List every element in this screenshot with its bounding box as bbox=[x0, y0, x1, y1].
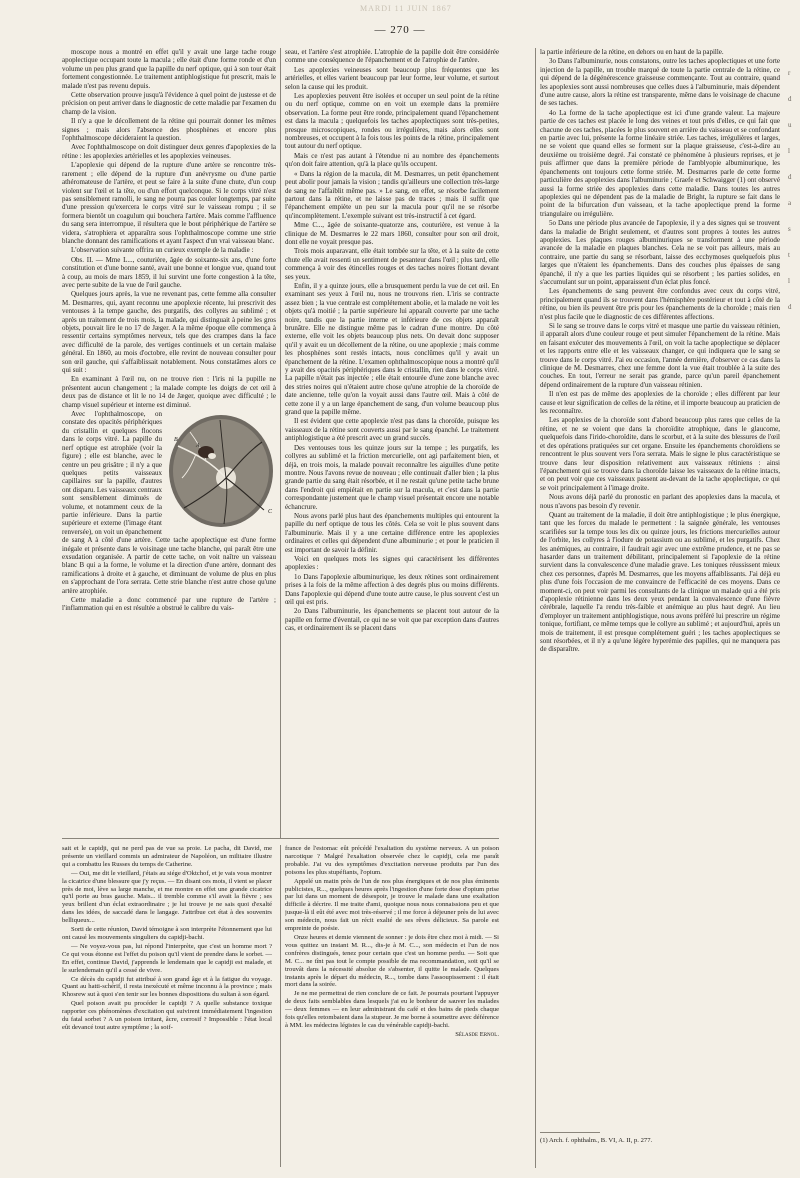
paragraph: moscope nous a montré en effet qu'il y avait une large tache rouge apoplectique occupant toute la macula ; elle était d'une forme ronde et d'un volume un peu plus grand que la papille du nerf optique, qui à son tour était fortement congestionnée. Le traitement antiphlogistique fut prescrit, mais le malade n'est pas revenu depuis. bbox=[62, 48, 276, 90]
paragraph: Cette observation prouve jusqu'à l'évidence à quel point de justesse et de précision on peut arriver dans le diagnostic de cette maladie par l'examen du champ de la vision. bbox=[62, 91, 276, 116]
paragraph: Les épanchements de sang peuvent être confondus avec ceux du corps vitré, principalement quand ils se trouvent dans l'hémisphère postérieur et tout à côté de la rétine, ou bien ils peuvent être pris pour les épanchements de la choroïde ; mais rien n'est plus facile que le diagnostic de ces différentes affections. bbox=[540, 287, 780, 321]
paragraph: Voici en quelques mots les signes qui caractérisent les différentes apoplexies : bbox=[285, 554, 499, 572]
paragraph: Les apoplexies peuvent être isolées et occuper un seul point de la rétine ou du nerf optique, comme on en voit un exemple dans la première observation. La forme peut être ronde, principalement quand l'épanchement est dans la macula ; quelquefois les taches apoplectiques sont très-petites, presque microscopiques, rondes ou irrégulières, mais alors elles sont nombreuses, et occupent à la fois tous les points de la rétine, principalement tout autour du nerf optique. bbox=[285, 92, 499, 151]
paragraph: Quel poison avait pu procéder le capidji ? A quelle substance toxique rapporter ces phénomènes d'excitation qui suivirent immédiatement l'ingestion du fatal sorbet ? A un poison irritant, âcre, corrosif ? Impossible : l'état local eût devancé tout autre symptôme ; la soif- bbox=[62, 1000, 272, 1031]
paragraph: Onze heures et demie viennent de sonner : je dois être chez moi à midi. — Si vous quittez un instant M. R..., dis-je à M. C..., son médecin et l'un de nos confrères distingués, tenez pour certain que c'est un homme perdu. — Soit que M. C... ne tînt pas tout le compte possible de ma recommandation, soit qu'il se trouvât dans la nécessité absolue de s'absenter, il quitte le malade. Quelques instants après le départ du médecin, R..., tombe dans l'assoupissement : il était mort dans la soirée. bbox=[285, 933, 499, 989]
paragraph: Mme C..., âgée de soixante-quatorze ans, couturière, est venue à la clinique de M. Desmarres le 22 mars 1860, consulter pour son œil droit, dont elle ne voyait presque pas. bbox=[285, 221, 499, 246]
figure-label-c: C bbox=[268, 509, 273, 516]
paragraph: 1o Dans l'apoplexie albuminurique, les deux rétines sont ordinairement prises à la fois de la même affection à des degrés plus ou moins différents. Dans l'apoplexie qui dépend d'une toute autre cause, le plus souvent c'est un œil qui est pris. bbox=[285, 572, 499, 606]
paragraph: Nous avons parlé plus haut des épanchements multiples qui entourent la papille du nerf optique de tous les côtés. Cela se voit le plus souvent dans l'albuminurie. Mais il y a une certaine différence entre les apoplexies ordinaires et celles qui dépendent d'une albuminurie ; et pour le praticien il est important de savoir la définir. bbox=[285, 511, 499, 554]
edge-mark: u bbox=[788, 121, 792, 129]
page-edge-marks bbox=[788, 60, 798, 320]
column-rule bbox=[280, 845, 281, 1167]
paragraph: sait et le capidji, qui ne perd pas de vue sa proie. Le pacha, dit David, me présente un vieillard commis un admirateur de Napoléon, un militaire illustre qui a combattu les Russes du temps de Catherine. bbox=[62, 845, 272, 868]
paragraph: Les apoplexies veineuses sont beaucoup plus fréquentes que les artérielles, et elles varient beaucoup par leur forme, leur volume, et surtout selon la cause qui les produit. bbox=[285, 65, 499, 91]
page-number: — 270 — bbox=[374, 24, 426, 36]
fundus-figure bbox=[166, 412, 276, 530]
paragraph: 3o Dans l'albuminurie, nous constatons, outre les taches apoplectiques et une forte injection de la papille, un trouble marqué de toute la partie centrale de la rétine, ce qui dépend de la dégénérescence graisseuse commençante. Tout au contraire, quand les apoplexies sont aussi nombreuses que celles dues à l'albuminurie, mais dépendent d'une autre cause, alors la rétine est transparente, même dans le voisinage de chacune de ses taches. bbox=[540, 57, 780, 108]
paragraph: Avec l'ophthalmoscope on doit distinguer deux genres d'apoplexies de la rétine : les apoplexies artérielles et les apoplexies veineuses. bbox=[62, 143, 276, 160]
edge-mark: d bbox=[788, 303, 792, 311]
paragraph: Il n'y a que le décollement de la rétine qui pourrait donner les mêmes signes ; mais alors l'absence des phosphènes et encore plus l'ophthalmoscope décideraient la question. bbox=[62, 117, 276, 143]
article-column-3 bbox=[540, 48, 780, 1128]
edge-mark: l bbox=[788, 147, 790, 155]
paragraph: Ce décès du capidji fut attribué à son grand âge et à la fatigue du voyage. Quant au hatti-schérif, il resta inexécuté et même inconnu à la province ; mais Khosrew sut à quoi s'en tenir sur les bonnes dispositions du sultan à son égard. bbox=[62, 975, 272, 999]
article-column-1 bbox=[62, 48, 276, 834]
paragraph: france de l'estomac eût précédé l'exaltation du système nerveux. A un poison narcotique ? Malgré l'exaltation observée chez le capidji, cela me paraît probable. J'ai vu des symptômes d'excitation nerveuse produits par l'un des poisons les plus stupéfiants, l'opium. bbox=[285, 845, 499, 876]
paragraph: En examinant à l'œil nu, on ne trouve rien : l'iris ni la pupille ne présentent aucun changement ; la malade compte les doigts de cet œil à deux pas de distance et lit le no 14 de Jæger, quoique avec difficulté ; le champ visuel supérieur et interne est diminué. bbox=[62, 375, 276, 409]
paragraph: Il est évident que cette apoplexie n'est pas dans la choroïde, puisque les vaisseaux de la rétine sont couverts aussi par le sang épanché. Le traitement antiphlogistique a été prescrit avec un grand succès. bbox=[285, 417, 499, 443]
feuilleton-column-1 bbox=[62, 845, 272, 1167]
paragraph: Cette maladie a donc commencé par une rupture de l'artère ; l'inflammation qui en est résultée a obstrué le calibre du vais- bbox=[62, 596, 276, 613]
paragraph: Si le sang se trouve dans le corps vitré et masque une partie du vaisseau rétinien, il apparaît alors d'une couleur rouge et peut simuler l'épanchement de la rétine. Mais en faisant exécuter des mouvements à l'œil, on voit la tache apoplectique se déplacer et les rapports entre elle et les vaisseaux changer, ce qui indiquera que le sang se trouve dans le corps vitré. J'ai eu occasion, l'année dernière, d'observer ce cas dans la clinique de M. Desmarres, chez une femme dont la vue était troublée à la suite des couches. En tout, l'erreur ne serait pas grande, parce qu'un pareil épanchement dépend ordinairement de la rupture d'un vaisseau rétinien. bbox=[540, 322, 780, 389]
signature: Sélasde Ernol. bbox=[455, 1030, 499, 1038]
paragraph: Quant au traitement de la maladie, il doit être antiphlogistique ; le plus énergique, tant que les forces du malade le permettent : la saignée générale, les ventouses scarifiées sur la tempe tous les dix ou quinze jours, les frictions mercurielles autour de l'orbite, les collyres à l'iodure de potassium ou au sublimé, et les purgatifs. Chez les anémiques, au contraire, il faudrait agir avec une extrême prudence, et ne pas se hasarder dans un traitement débilitant, principalement si l'apoplexie de la rétine survient dans la convalescence d'une maladie grave. Les toniques réussissent mieux chez ces personnes, d'après M. Desmarres, que les moyens affaiblissants. J'ai déjà eu plus d'une fois l'occasion de me convaincre de l'efficacité de ces moyens. Dans ce moment-ci, on peut voir parmi les consultants de la clinique un malade qui a été pris d'apoplexie rétinienne dans les deux yeux pendant la convalescence d'une fièvre cérébrale, laquelle l'a rendu très-faible et anémique au plus haut degré. Au lieu d'employer un traitement antiphlogistique, nous avons préféré lui prescrire un régime tonique, fortifiant, ce même temps que le collyre au sublimé ; et aujourd'hui, après un mois de traitement, il est presque complétement guéri ; les taches apoplectiques se sont résorbées, et il n'y a qu'une légère hyperémie des papilles, qui ne manquera pas de disparaître. bbox=[540, 510, 780, 654]
paragraph: Nous avons déjà parlé du pronostic en parlant des apoplexies dans la macula, et nous n'avons pas besoin d'y revenir. bbox=[540, 493, 780, 510]
paragraph: Mais ce n'est pas autant à l'étendue ni au nombre des épanchements qu'on doit faire attention, qu'à la place qu'ils occupent. bbox=[285, 151, 499, 169]
paragraph: 2o Dans l'albuminurie, les épanchements se placent tout autour de la papille en forme d'éventail, ce qui ne se voit que par exception dans d'autres cas, et ordinairement ils se placent dans bbox=[285, 607, 499, 633]
footnote-rule bbox=[540, 1132, 600, 1133]
feuilleton-column-2 bbox=[285, 845, 499, 1167]
paragraph: Obs. II. — Mme L..., couturière, âgée de soixante-six ans, d'une forte constitution et d'une bonne santé, avait une bonne et longue vue, quand tout à coup, au mois de mars 1859, il lui survint une forte congestion à la tête, avec perte subite de la vue de l'œil gauche. bbox=[62, 255, 276, 289]
paragraph: — Oui, me dit le vieillard, j'étais au siége d'Oktchof, et je vais vous montrer la cicatrice d'une blessure que j'y reçus. — En disant ces mots, il vient se placer près de moi, lève sa large manche, et me montre en effet une grande cicatrice qu'il porte au bras gauche. Mais... il tremble comme s'il avait la fièvre ; ses yeux brillent d'un éclat extraordinaire ; je lui trouve je ne sais quoi d'exalté dans les idées, de saccadé dans le langage. J'attribue cet état à des souvenirs belliqueux... bbox=[62, 869, 272, 925]
column-rule bbox=[280, 48, 281, 838]
paragraph: Sorti de cette réunion, David témoigne à son interprète l'étonnement que lui ont causé les mouvements singuliers du capidji-bachi. bbox=[62, 926, 272, 941]
paragraph: Avec l'ophthalmoscope, on constate des opacités périphériques du cristallin et quelques flocons dans le corps vitré. La papille du nerf optique est atrophiée (voir la figure) ; elle est blanche, avec le centre un peu grisâtre ; il n'y a que quelques petits vaisseaux capillaires sur la papille, d'autres ont disparu. Les vaisseaux centraux sont sensiblement diminués de volume, et notamment ceux de la partie inférieure. Dans la partie supérieure et externe (l'image étant renversée), on voit un épanchement de sang A à côté d'une artère. Cette tache apoplectique est d'une forme inégale et présente dans le voisinage une tache blanche, qui paraît être une exsudation organisée. A partir de cette tache, on voit naître un vaisseau blanc B qui a la forme, le volume et la direction d'une artère, donnant des ramifications à droite et à gauche, et diminuant de volume de plus en plus en s'approchant de l'ora serrata. Cette strie blanche n'est autre chose qu'une artère atrophiée. bbox=[62, 410, 276, 595]
bleed-through-text: MARDI 11 JUIN 1867 bbox=[360, 4, 452, 13]
paragraph: 5o Dans une période plus avancée de l'apoplexie, il y a des signes qui se trouvent dans la maladie de Bright seulement, et d'autres sont propres à toutes les autres apoplexies. Les plaques rouges albuminuriques se transforment à une période avancée de la maladie en plaques blanches. Cela ne se voit pas ailleurs, mais au contraire, une partie du sang se résorbant, laisse des ecchymoses quelquefois plus larges que n'étaient les épanchements. Dans des couches plus épaisses de sang épanché, il n'y a que les parties liquides qui se résorbent ; les parties solides, en s'accumulant sur un point, apparaissent d'un éclat plus foncé. bbox=[540, 219, 780, 286]
paragraph: Je ne me permettrai de rien conclure de ce fait. Je pourrais pourtant l'appuyer de deux faits semblables dans lesquels j'ai eu le bonheur de sauver les malades — deux femmes — en leur administrant du café et des bains de pieds chaque fois qu'elles retombaient dans la stupeur. Je me borne à soumettre avec déférence à MM. les médecins légistes le cas du vénérable capidji-bachi. bbox=[285, 990, 499, 1029]
edge-mark: t bbox=[788, 251, 790, 259]
paragraph: Les apoplexies de la choroïde sont d'abord beaucoup plus rares que celles de la rétine, et ne se voient que dans la choroïdite atrophique, dans le glaucome, quelquefois dans l'irido-choroïdite, dans le scorbut, et à la suite des blessures de l'œil et des opérations pratiquées sur cet organe. Ensuite les épanchements choroïdiens se rencontrent le plus souvent vers l'ora serrata. Mais le signe le plus caractéristique se trouve dans leur disposition relativement aux vaisseaux rétiniens : ainsi l'épanchement qui se trouve dans la choroïde laisse les vaisseaux de la rétine intacts, et on peut voir que ces vaisseaux passent au-devant de la tache apoplectique, ce qui se voit principalement à l'image droite. bbox=[540, 416, 780, 492]
paragraph: L'observation suivante offrira un curieux exemple de la maladie : bbox=[71, 246, 254, 255]
paragraph: Trois mois auparavant, elle était tombée sur la tête, et à la suite de cette chute elle avait ressenti un sentiment de pesanteur dans l'œil ; plus tard, elle commença à voir des étincelles rouges et des taches noires flottant devant ses yeux. bbox=[285, 247, 499, 281]
paragraph: Des ventouses tous les quinze jours sur la tempe ; les purgatifs, les collyres au sublimé et la friction mercurielle, ont agi parfaitement bien, et déjà, en trois mois, la malade pouvait reconnaître les aiguilles d'une petite montre. Nous l'avons revue de nouveau ; elle continuait d'aller bien ; la plus grande partie du sang était résorbée, et il ne restait qu'une petite tache brune dans l'endroit qui empiétait en partie sur la macula, et c'est dans la partie correspondante justement que le champ visuel présentait encore une notable échancrure. bbox=[285, 443, 499, 511]
section-rule bbox=[62, 838, 499, 839]
retina-drawing bbox=[166, 412, 276, 530]
paragraph: — Ne voyez-vous pas, lui répond l'interprète, que c'est un homme mort ? Ce qui vous étonne est l'effet du poison qu'il vient de prendre dans le sorbet. — En effet, continue David, j'apprends le lendemain que le capidji est malade, et le surlendemain qu'il a cessé de vivre. bbox=[62, 942, 272, 974]
paragraph: Il n'en est pas de même des apoplexies de la choroïde ; elles diffèrent par leur cause et leur signification de celles de la rétine, et il importe beaucoup au praticien de les reconnaître. bbox=[540, 390, 780, 416]
footnote: (1) Arch. f. ophthalm., B. VI, A. II, p. 277. bbox=[540, 1137, 653, 1144]
paragraph: « Dans la région de la macula, dit M. Desmarres, un petit épanchement peut abolir pour jamais la vision ; tandis qu'ailleurs une collection très-large de sang ne l'affaiblit même pas. » Le sang, en effet, se résorbe facilement partout dans la rétine, et ne laisse pas de traces ; mais il suffit que l'épanchement empiète un peu sur la macula pour qu'il ne se résorbe qu'incomplètement. L'exemple suivant est très-instructif à cet égard. bbox=[285, 169, 499, 220]
paragraph: seau, et l'artère s'est atrophiée. L'atrophie de la papille doit être considérée comme une conséquence de l'épanchement et de l'atrophie de l'artère. bbox=[285, 48, 499, 65]
paragraph: 4o La forme de la tache apoplectique est ici d'une grande valeur. La majeure partie de ces taches est placée le long des veines et tout près d'elles, ce qui fait que chacune de ces taches, placées le plus souvent en arrière du vaisseau et se confondant en partie avec lui, présente la forme linéaire striée. Les taches, irrégulières et larges, ne se voient que quand elles se forment sur la plaque graisseuse, c'est-à-dire au deuxième ou troisième degré. J'ai constaté ce phénomène à plusieurs reprises, et je puis affirmer que dans la première période de l'amblyopie albuminurique, les épanchements ont toujours cette forme striée. M. Desmarres parle de cette forme particulière des apoplexies dans l'albuminurie ; Graefe et Schwaigger (1) ont observé aussi la forme striée des apoplexies dans cette maladie. Dans toutes les autres apoplexies qui ne dépendent pas de la maladie de Bright, la rupture se fait dans le point de la bifurcation d'un vaisseau, et la tache apoplectique prend la forme triangulaire ou irrégulière. bbox=[540, 108, 780, 218]
edge-mark: r bbox=[788, 69, 791, 77]
paragraph: L'apoplexie qui dépend de la rupture d'une artère se rencontre très-rarement ; elle dépend de la rupture d'un anévrysme ou d'une partie athéromateuse de l'artère, et peut se faire à la suite d'une chute, d'un coup violent sur l'œil et la tête, ou d'un effort quelconque. Si le corps vitré n'est pas sensiblement ramolli, le sang ne pourra pas couler longtemps, par suite d'une pression qu'exercera le corps vitré sur le vaisseau rompu ; il se formera bientôt un coagulum qui bouchera l'artère. Mais comme l'affluence du sang sera interrompue, il résultera que le bout périphérique de l'artère se videra, s'atrophiera et apparaîtra sous l'ophthalmoscope comme une strie blanche donnant des ramifications et ayant l'aspect d'un vrai vaisseau blanc. bbox=[62, 161, 276, 245]
edge-mark: s bbox=[788, 225, 791, 233]
paragraph: Quelques jours après, la vue ne revenant pas, cette femme alla consulter M. Desmarres, qui, ayant reconnu une apoplexie récente, lui prescrivit des ventouses à la tempe gauche, des purgatifs, des collyres au sublimé ; et après un traitement de trois mois, la malade, qui distinguait à peine les gros objets, pouvait lire le no 17 de Jæger. A la même époque elle commença à ressentir certains symptômes nerveux, tels que des crampes dans la face avec difficulté de la parole, des vertiges continuels et un certain malaise général. En 1860, au mois d'octobre, elle revint de nouveau consulter pour son œil gauche, qui s'affaiblissait notablement. Nous constatâmes alors ce qui suit : bbox=[62, 290, 276, 375]
edge-mark: d bbox=[788, 95, 792, 103]
paragraph: Enfin, il y a quinze jours, elle a brusquement perdu la vue de cet œil. En examinant ses yeux à l'œil nu, nous ne trouvons rien. L'iris se contracte assez bien ; la vue centrale est complétement abolie, et la malade ne voit les objets qu'à moitié ; la partie supérieure lui apparaît couverte par une tache noire, tandis que la partie interne et inférieure de ces objets apparaît brunâtre. Elle ne distingue même pas le cadran d'une montre. Du côté externe, elle voit les objets beaucoup plus nets. On devait donc supposer qu'il y avait eu un décollement de la rétine, ou une apoplexie ; mais comme les phosphènes sont restés intacts, nous conclûmes qu'il y avait un épanchement de la rétine. L'examen ophthalmoscopique nous a montré qu'il y avait des opacités périphériques dans le cristallin, rien dans le corps vitré. La papille n'était pas injectée ; elle était entourée d'une zone blanche avec des stries noires qui n'étaient autre chose qu'une atrophie de la choroïde de date ancienne, telle qu'on la voyait aussi dans l'autre œil. Mais à côté de cette zone il y a un large épanchement de sang, d'un volume beaucoup plus grand que la papille même. bbox=[285, 281, 499, 417]
edge-mark: a bbox=[788, 199, 792, 207]
figure-label-b: B bbox=[174, 437, 178, 444]
paragraph: Appelé un matin près de l'un de nos plus énergiques et de nos plus éminents publicistes, R..., quelques heures après l'ingestion d'une forte dose d'opium prise par lui dans un moment de désespoir, je trouve le malade dans une exaltation difficile à décrire. Il me traite d'ami, quoique nous nous connaissions peu et que jusque-là il eût été avec moi très-réservé ; il me force à déjeuner près de lui avec son médecin, nous fait un récit exalté de ses rêves délicieux. Sa parole est empreinte de poésie. bbox=[285, 877, 499, 933]
edge-mark: l bbox=[788, 277, 790, 285]
article-column-2 bbox=[285, 48, 499, 834]
figure-label-a: A bbox=[196, 443, 200, 450]
column-rule bbox=[535, 48, 536, 1168]
paragraph: la partie inférieure de la rétine, en dehors ou en haut de la papille. bbox=[540, 48, 724, 56]
edge-mark: d bbox=[788, 173, 792, 181]
